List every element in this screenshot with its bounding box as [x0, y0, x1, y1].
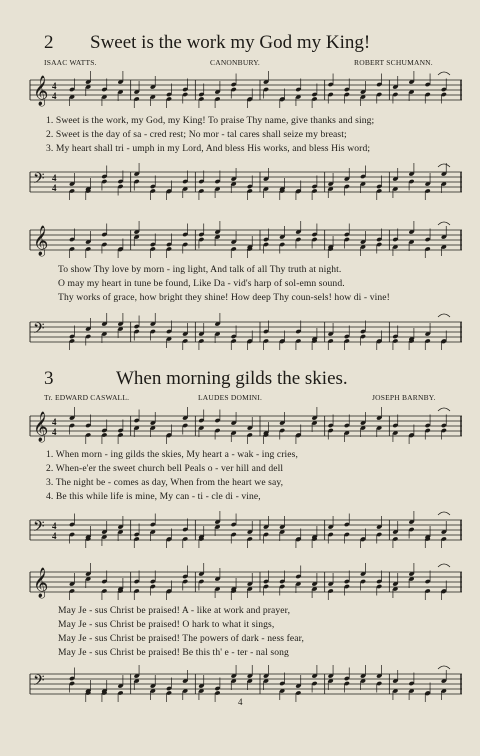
lyric-line: 2. When-e'er the sweet church bell Peals o - ver hill and dell: [46, 463, 284, 474]
svg-text:4: 4: [52, 427, 57, 437]
bass-clef-icon: 𝄢: [33, 320, 45, 341]
svg-text:4: 4: [52, 91, 57, 101]
lyric-line: May Je - sus Christ be praised! The powers of dark - ness fear,: [58, 633, 305, 644]
svg-text:4: 4: [52, 173, 57, 183]
lyric-line: 1. Sweet is the work, my God, my King! To praise Thy name, give thanks and sing;: [46, 115, 375, 126]
lyric-line: 3. The night be - comes as day, When from the heart we say,: [46, 477, 284, 488]
fermata-icon: [438, 408, 450, 411]
hymn-title: When morning gilds the skies.: [116, 368, 348, 389]
fermata-icon: [438, 164, 450, 167]
treble-staff: [30, 568, 462, 598]
staff-lines: [30, 76, 462, 106]
svg-text:4: 4: [52, 183, 57, 193]
treble-clef-icon: 𝄞: [33, 568, 49, 598]
treble-staff: [30, 226, 462, 256]
lyric-line: 2. Sweet is the day of sa - cred rest; No mor - tal cares shall seize my breast;: [46, 129, 347, 140]
lyric-line: Thy works of grace, how bright they shine! How deep Thy coun-sels! how di - vine!: [58, 292, 390, 303]
tune-name: CANONBURY.: [210, 58, 260, 67]
bass-staff: [30, 672, 462, 694]
treble-clef-icon: 𝄞: [33, 76, 49, 106]
staff-lines: [30, 320, 462, 344]
treble-staff: [30, 76, 462, 106]
bass-staff: [30, 320, 462, 342]
staff-lines: [30, 226, 462, 256]
treble-staff: [30, 412, 462, 442]
lyric-line: May Je - sus Christ be praised! Be this th' e - ter - nal song: [58, 647, 289, 658]
svg-text:4: 4: [52, 521, 57, 531]
lyric-line: O may my heart in tune be found, Like Da - vid's harp of sol-emn sound.: [58, 278, 345, 289]
hymn-number: 2: [44, 32, 54, 53]
staff-lines: [30, 170, 462, 194]
treble-clef-icon: 𝄞: [33, 412, 49, 442]
composer: JOSEPH BARNBY.: [372, 393, 436, 402]
lyric-line: 4. Be this while life is mine, My can - ti - cle di - vine,: [46, 491, 261, 502]
bass-staff: [30, 518, 462, 540]
staff-lines: [30, 412, 462, 442]
lyric-line: To show Thy love by morn - ing light, And talk of all Thy truth at night.: [58, 264, 342, 275]
svg-text:4: 4: [52, 417, 57, 427]
lyric-line: May Je - sus Christ be praised! A - like at work and prayer,: [58, 605, 291, 616]
bass-staff: [30, 170, 462, 192]
treble-clef-icon: 𝄞: [33, 226, 49, 256]
staff-lines: [30, 568, 462, 598]
fermata-icon: [438, 512, 450, 515]
hymn-title: Sweet is the work my God my King!: [90, 32, 371, 53]
lyric-line: May Je - sus Christ be praised! O hark to what it sings,: [58, 619, 275, 630]
staff-lines: [30, 518, 462, 542]
svg-text:4: 4: [52, 81, 57, 91]
lyric-line: 3. My heart shall tri - umph in my Lord, And bless His works, and bless His word;: [46, 143, 371, 154]
fermata-icon: [438, 72, 450, 75]
bass-clef-icon: 𝄢: [33, 170, 45, 191]
author: ISAAC WATTS.: [44, 58, 97, 67]
hymn-number: 3: [44, 368, 54, 389]
fermata-icon: [438, 314, 450, 317]
fermata-icon: [438, 564, 450, 567]
page-number: 4: [238, 697, 243, 707]
lyric-line: 1. When morn - ing gilds the skies, My heart a - wak - ing cries,: [46, 449, 298, 460]
bass-clef-icon: 𝄢: [33, 518, 45, 539]
staff-lines: [30, 672, 462, 696]
composer: ROBERT SCHUMANN.: [354, 58, 433, 67]
fermata-icon: [438, 666, 450, 669]
fermata-icon: [438, 222, 450, 225]
bass-clef-icon: 𝄢: [33, 672, 45, 693]
svg-text:4: 4: [52, 531, 57, 541]
tune-name: LAUDES DOMINI.: [198, 393, 263, 402]
author: Tr. EDWARD CASWALL.: [44, 393, 130, 402]
